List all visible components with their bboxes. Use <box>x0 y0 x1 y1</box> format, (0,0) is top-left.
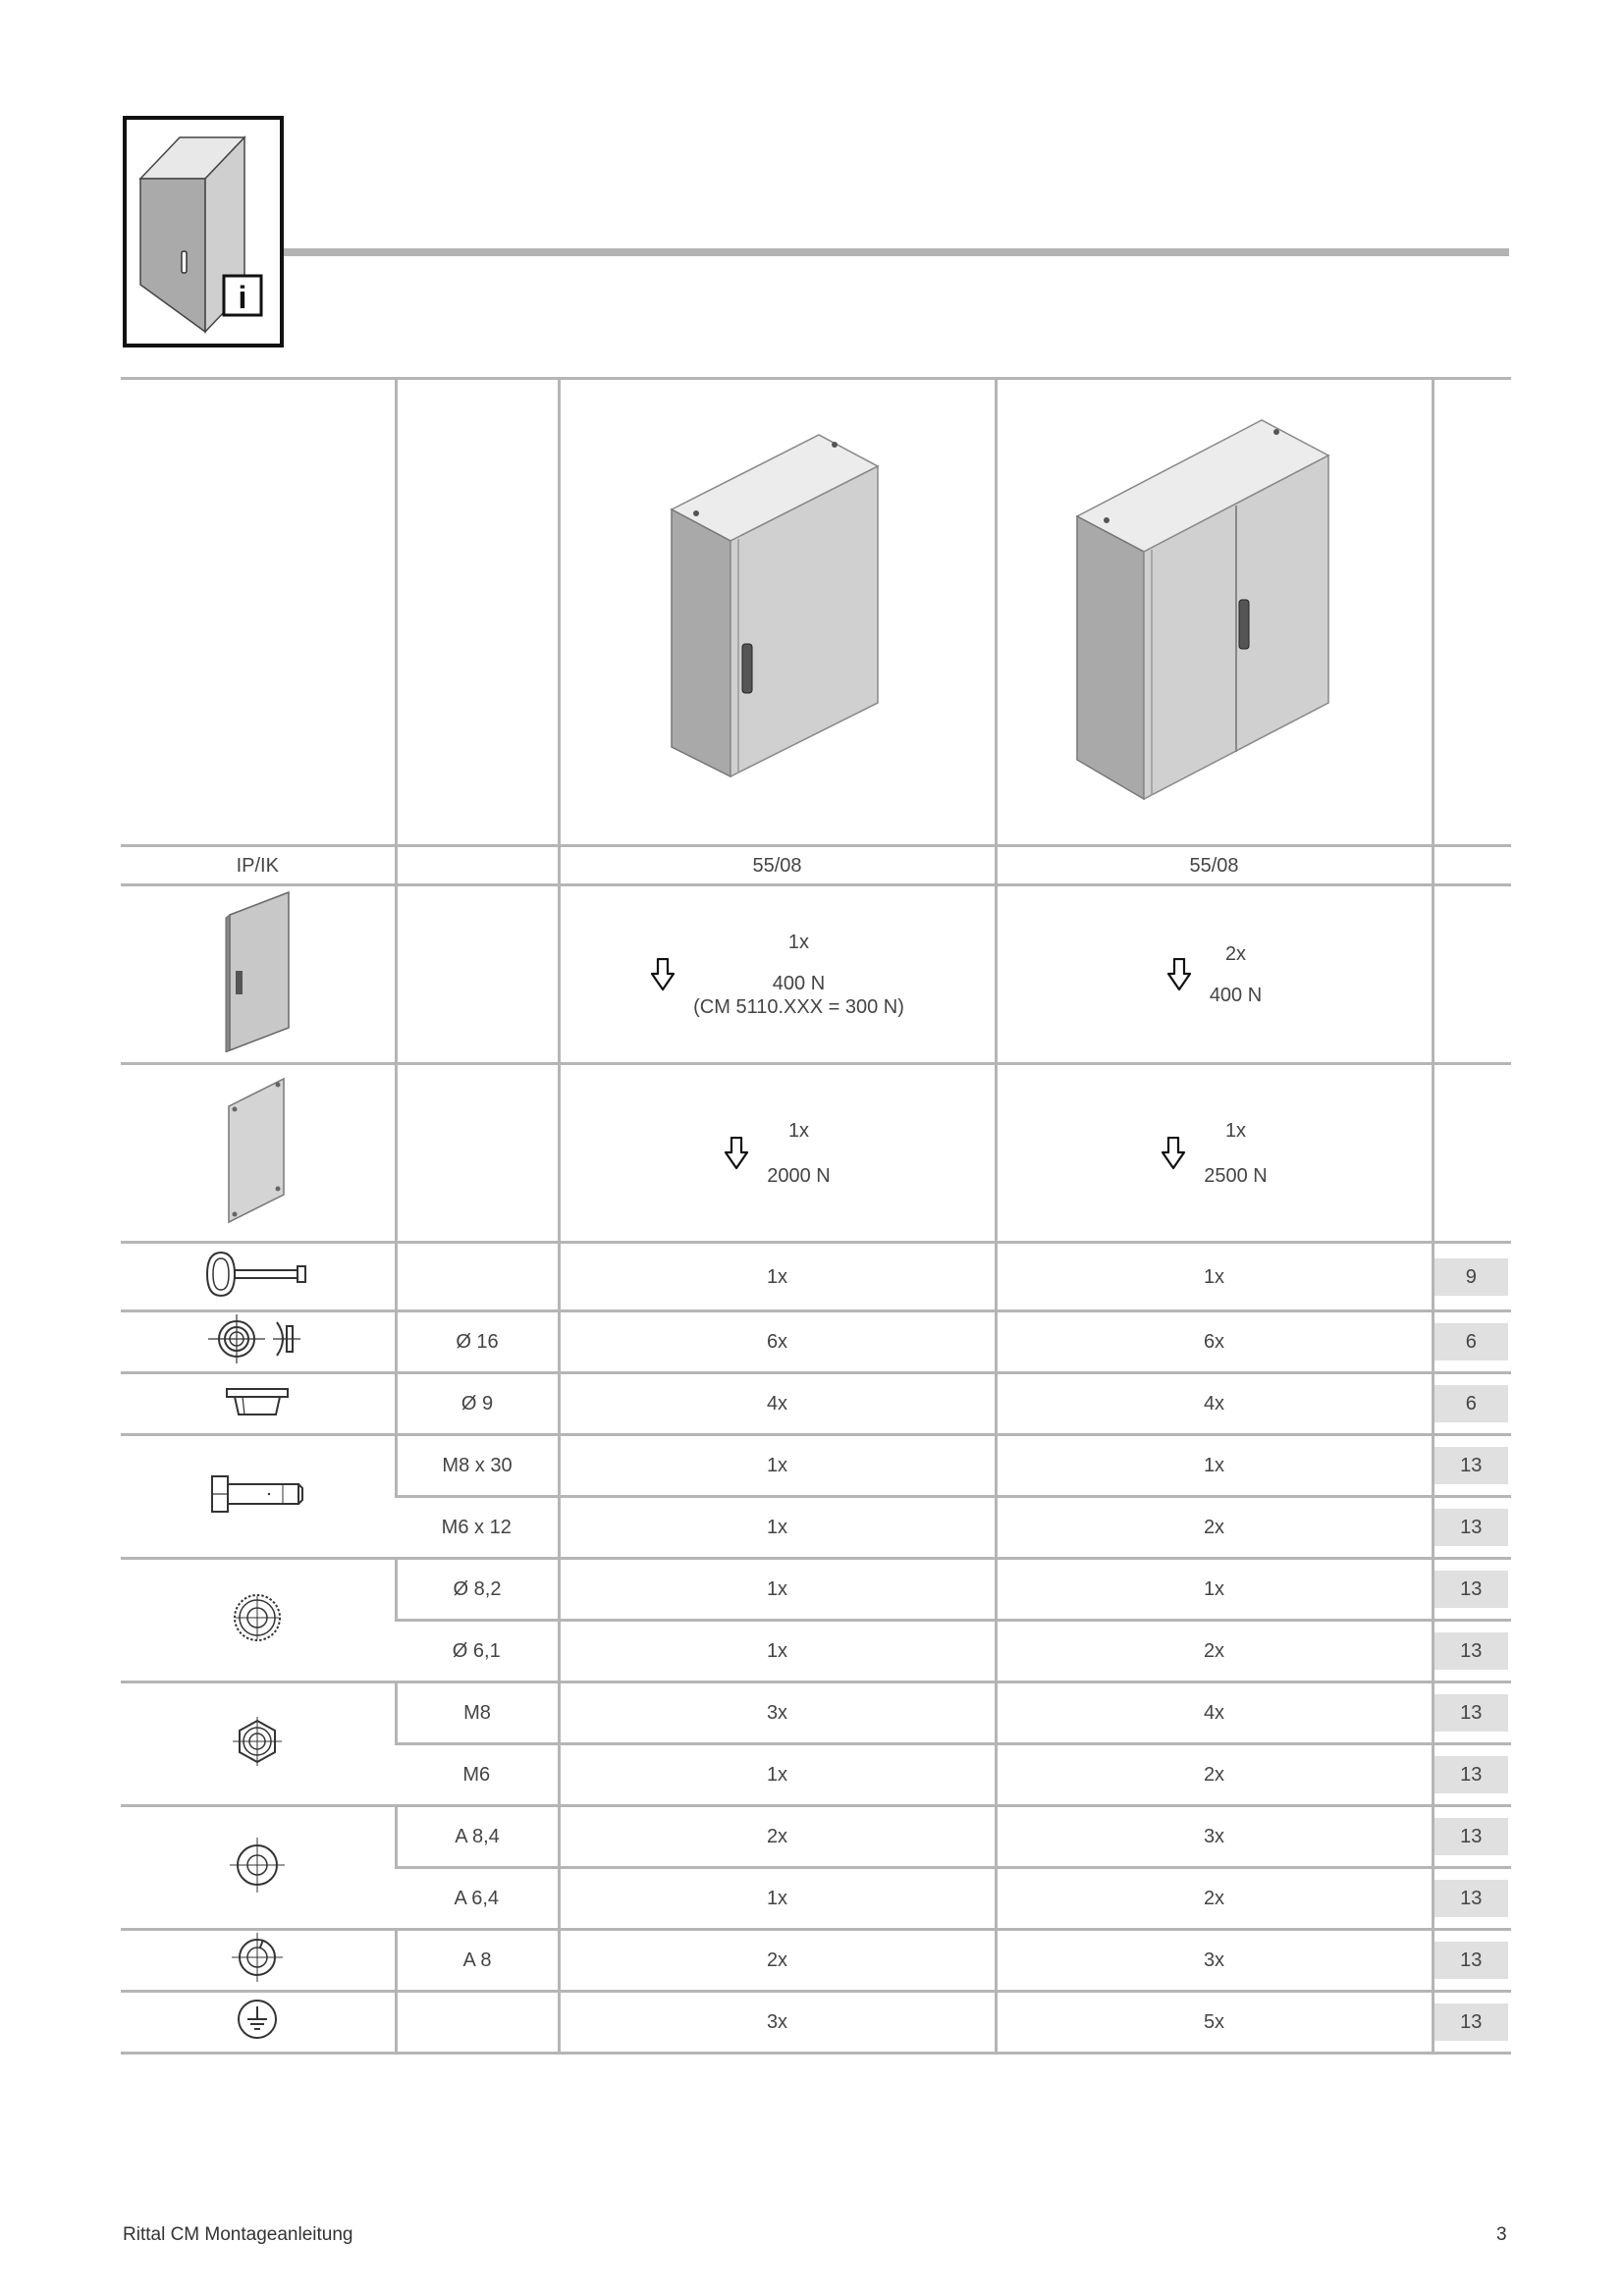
parts-table <box>121 377 1511 2055</box>
size-spec: A 8 <box>396 1930 559 1992</box>
parts-row <box>121 1373 1511 1435</box>
page-number: 3 <box>1496 2224 1507 2245</box>
parts-row <box>121 1435 1511 1497</box>
page-reference: 13 <box>1434 1509 1509 1546</box>
product-image-row <box>121 379 1511 846</box>
size-spec: A 6,4 <box>396 1868 559 1930</box>
quantity: 2x <box>559 1930 996 1992</box>
hex-nut-icon <box>231 1715 284 1768</box>
quantity: 1x <box>559 1744 996 1806</box>
blanking-plug-icon <box>223 1381 292 1420</box>
parts-row <box>121 1930 1511 1992</box>
screw-icon <box>208 1472 306 1516</box>
page-reference: 13 <box>1434 1632 1509 1670</box>
parts-row <box>121 1311 1511 1373</box>
mounting-plate-load-row <box>121 1064 1511 1243</box>
load-arrow-icon <box>650 958 676 991</box>
toothed-washer-icon <box>231 1591 284 1644</box>
page-reference: 6 <box>1434 1323 1509 1361</box>
quantity: 1x <box>559 1435 996 1497</box>
parts-row <box>121 1682 1511 1744</box>
quantity: 1x <box>787 931 810 953</box>
cable-gland-icon <box>208 1314 306 1363</box>
quantity: 2x <box>996 1744 1433 1806</box>
size-spec: Ø 9 <box>396 1373 559 1435</box>
quantity: 2x <box>996 1497 1433 1559</box>
quantity: 1x <box>559 1868 996 1930</box>
quantity: 5x <box>996 1992 1433 2054</box>
parts-row <box>121 1806 1511 1868</box>
mounting-plate-icon <box>223 1077 292 1224</box>
key-icon <box>203 1245 311 1304</box>
size-spec: A 8,4 <box>396 1806 559 1868</box>
parts-row <box>121 1243 1511 1311</box>
quantity: 2x <box>559 1806 996 1868</box>
size-spec: M6 x 12 <box>396 1497 559 1559</box>
quantity: 1x <box>559 1243 996 1311</box>
load-arrow-icon <box>724 1137 749 1170</box>
single-door-cabinet-image <box>660 423 895 796</box>
ipik-label: IP/IK <box>121 846 396 885</box>
quantity: 1x <box>559 1497 996 1559</box>
parts-row <box>121 1992 1511 2054</box>
load-value: 400 N <box>772 972 826 994</box>
load-arrow-icon <box>1161 1137 1186 1170</box>
earth-symbol-icon <box>234 1996 281 2043</box>
quantity: 3x <box>559 1682 996 1744</box>
quantity: 6x <box>559 1311 996 1373</box>
page-reference: 13 <box>1434 1694 1509 1732</box>
load-arrow-icon <box>1166 958 1192 991</box>
page-reference: 13 <box>1434 1447 1509 1484</box>
quantity: 1x <box>787 1119 810 1142</box>
page-reference: 13 <box>1434 1942 1509 1979</box>
quantity: 3x <box>996 1930 1433 1992</box>
footer-title: Rittal CM Montageanleitung <box>123 2224 353 2245</box>
quantity: 1x <box>996 1559 1433 1621</box>
page-reference: 9 <box>1434 1258 1509 1296</box>
load-value: 2500 N <box>1204 1164 1268 1187</box>
door-icon <box>218 890 297 1052</box>
size-spec: M6 <box>396 1744 559 1806</box>
double-door-cabinet-image <box>1067 408 1362 811</box>
cabinet-info-icon <box>123 116 284 347</box>
ipik-value: 55/08 <box>996 846 1433 885</box>
quantity: 4x <box>996 1373 1433 1435</box>
header-rule <box>284 248 1509 256</box>
load-note: (CM 5110.XXX = 300 N) <box>693 995 904 1018</box>
svg-text:i: i <box>238 280 247 315</box>
door-load-row <box>121 885 1511 1064</box>
quantity: 1x <box>996 1243 1433 1311</box>
quantity: 1x <box>559 1559 996 1621</box>
quantity: 2x <box>996 1868 1433 1930</box>
quantity: 3x <box>996 1806 1433 1868</box>
size-spec <box>396 1992 559 2054</box>
load-value: 2000 N <box>767 1164 831 1187</box>
quantity: 1x <box>996 1435 1433 1497</box>
size-spec <box>396 1243 559 1311</box>
quantity: 1x <box>559 1621 996 1682</box>
size-spec: Ø 16 <box>396 1311 559 1373</box>
size-spec: M8 <box>396 1682 559 1744</box>
ipik-row <box>121 846 1511 885</box>
size-spec: Ø 6,1 <box>396 1621 559 1682</box>
quantity: 1x <box>1224 1119 1247 1142</box>
page-reference: 13 <box>1434 1756 1509 1793</box>
page-reference: 13 <box>1434 1818 1509 1855</box>
quantity: 2x <box>1224 942 1247 965</box>
size-spec: M8 x 30 <box>396 1435 559 1497</box>
spring-washer-icon <box>228 1931 287 1984</box>
page-reference: 13 <box>1434 2003 1509 2041</box>
quantity: 4x <box>559 1373 996 1435</box>
parts-row <box>121 1559 1511 1621</box>
page-reference: 6 <box>1434 1385 1509 1422</box>
page-reference: 13 <box>1434 1571 1509 1608</box>
quantity: 2x <box>996 1621 1433 1682</box>
size-spec: Ø 8,2 <box>396 1559 559 1621</box>
page-reference: 13 <box>1434 1880 1509 1917</box>
ipik-value: 55/08 <box>559 846 996 885</box>
load-value: 400 N <box>1209 984 1263 1006</box>
quantity: 4x <box>996 1682 1433 1744</box>
quantity: 3x <box>559 1992 996 2054</box>
quantity: 6x <box>996 1311 1433 1373</box>
washer-icon <box>228 1836 287 1895</box>
